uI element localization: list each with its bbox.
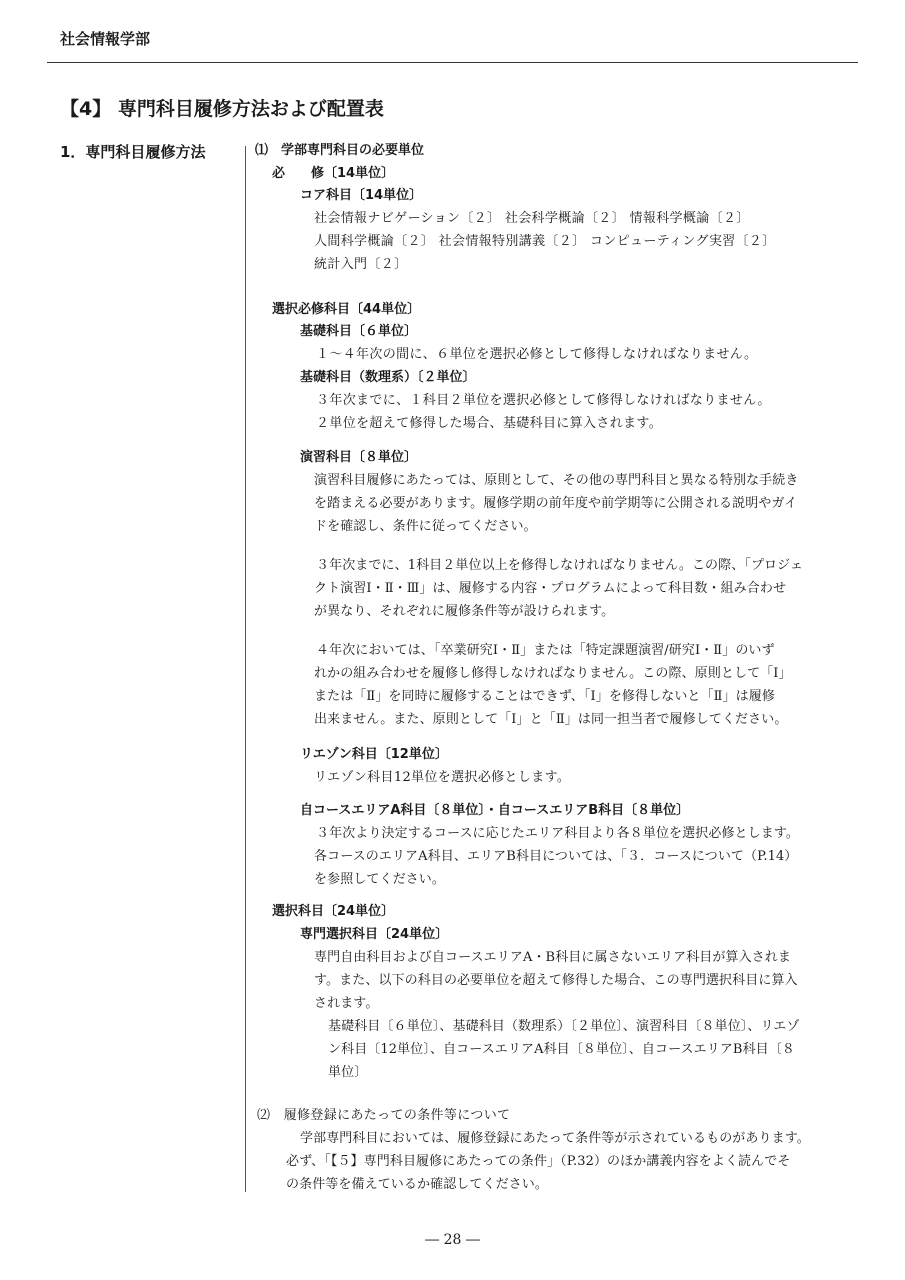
liaison-heading: リエゾン科目〔12単位〕 <box>300 747 448 762</box>
seminar-line: を踏まえる必要があります。履修学期の前年度や前学期等に公開される説明やガイ <box>314 496 798 511</box>
area-line: ３年次より決定するコースに応じたエリア科目より各８単位を選択必修とします。 <box>316 826 800 841</box>
basic-math-line: ３年次までに、１科目２単位を選択必修として修得しなければなりません。 <box>316 393 771 408</box>
area-heading: 自コースエリアA科目〔８単位〕・自コースエリアB科目〔８単位〕 <box>300 803 690 818</box>
required-heading: 必 修〔14単位〕 <box>272 166 395 181</box>
seminar-line: ４年次においては、「卒業研究Ⅰ・Ⅱ」または「特定課題演習/研究Ⅰ・Ⅱ」のいず <box>316 643 775 658</box>
section-title: 【4】 専門科目履修方法および配置表 <box>60 98 384 120</box>
seminar-line: れかの組み合わせを履修し修得しなければなりません。この際、原則として「Ⅰ」 <box>314 666 792 681</box>
seminar-heading: 演習科目〔８単位〕 <box>300 450 418 465</box>
seminar-line: ドを確認し、条件に従ってください。 <box>314 519 537 534</box>
part2-line: 必ず、「【５】専門科目履修にあたっての条件」（P.32）のほか講義内容をよく読んでそ <box>286 1154 791 1169</box>
specialized-subline: 基礎科目〔６単位〕、基礎科目（数理系）〔２単位〕、演習科目〔８単位〕、リエゾ <box>328 1019 800 1034</box>
part2-heading: ⑵ 履修登録にあたっての条件等について <box>257 1108 511 1123</box>
core-line: 社会情報ナビゲーション〔２〕 社会科学概論〔２〕 情報科学概論〔２〕 <box>314 211 750 226</box>
seminar-line: 演習科目履修にあたっては、原則として、その他の専門科目と異なる特別な手続き <box>314 473 799 488</box>
seminar-line: ３年次までに、1科目２単位以上を修得しなければなりません。この際、「プロジェ <box>316 558 804 573</box>
liaison-line: リエゾン科目12単位を選択必修とします。 <box>314 770 571 785</box>
faculty-name: 社会情報学部 <box>60 30 151 48</box>
side-heading: 1．専門科目履修方法 <box>60 143 206 161</box>
core-line: 統計入門〔２〕 <box>314 257 408 272</box>
seminar-line: 出来ません。また、原則として「Ⅰ」と「Ⅱ」は同一担当者で履修してください。 <box>314 712 788 727</box>
basic-math-heading: 基礎科目（数理系）〔２単位〕 <box>300 370 476 385</box>
specialized-line: 専門自由科目および自コースエリアA・B科目に属さないエリア科目が算入されま <box>314 950 791 965</box>
part2-line: 学部専門科目においては、履修登録にあたって条件等が示されているものがあります。 <box>300 1131 810 1146</box>
specialized-line: されます。 <box>314 996 379 1011</box>
area-line: を参照してください。 <box>314 872 446 887</box>
page-number: ― 28 ― <box>425 1232 480 1248</box>
section-divider-line <box>245 146 246 1192</box>
specialized-subline: ン科目〔12単位〕、自コースエリアA科目〔８単位〕、自コースエリアB科目〔８ <box>328 1042 795 1057</box>
specialized-subline: 単位〕 <box>328 1065 368 1080</box>
elective-required-heading: 選択必修科目〔44単位〕 <box>272 302 421 317</box>
seminar-line: クト演習Ⅰ・Ⅱ・Ⅲ」は、履修する内容・プログラムによって科目数・組み合わせ <box>314 581 787 596</box>
basic-line: １～４年次の間に、６単位を選択必修として修得しなければなりません。 <box>316 347 758 362</box>
specialized-heading: 専門選択科目〔24単位〕 <box>300 927 449 942</box>
header-rule <box>47 62 858 63</box>
basic-heading: 基礎科目〔６単位〕 <box>300 324 418 339</box>
seminar-line: が異なり、それぞれに履修条件等が設けられます。 <box>314 604 615 619</box>
core-line: 人間科学概論〔２〕 社会情報特別講義〔２〕 コンピューティング実習〔２〕 <box>314 234 776 249</box>
seminar-line: または「Ⅱ」を同時に履修することはできず、「Ⅰ」を修得しないと「Ⅱ」は履修 <box>314 689 775 704</box>
basic-math-line: ２単位を超えて修得した場合、基礎科目に算入されます。 <box>316 416 663 431</box>
part2-line: の条件等を備えているか確認してください。 <box>286 1177 549 1192</box>
specialized-line: す。また、以下の科目の必要単位を超えて修得した場合、この専門選択科目に算入 <box>314 973 798 988</box>
part1-heading: ⑴ 学部専門科目の必要単位 <box>255 143 425 158</box>
core-heading: コア科目〔14単位〕 <box>300 188 423 203</box>
elective-heading: 選択科目〔24単位〕 <box>272 904 395 919</box>
area-line: 各コースのエリアA科目、エリアB科目については、「３．コースについて（P.14） <box>314 849 798 864</box>
